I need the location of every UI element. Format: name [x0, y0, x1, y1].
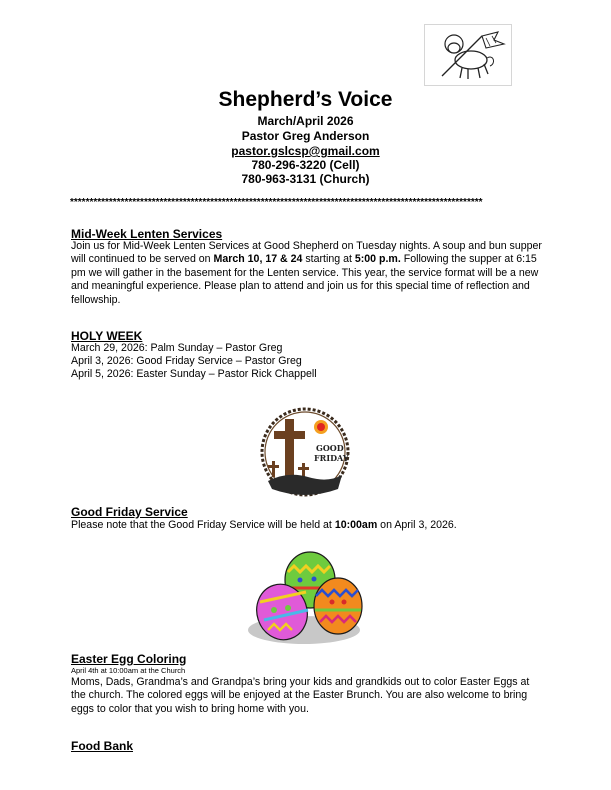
- church-phone: 780-963-3131 (Church): [241, 172, 370, 186]
- good-friday-text-line1: GOOD: [316, 443, 344, 453]
- holy-week-item: March 29, 2026: Palm Sunday – Pastor Greg: [71, 342, 283, 354]
- easter-egg-heading: Easter Egg Coloring: [71, 652, 187, 666]
- cell-phone: 780-296-3220 (Cell): [251, 158, 360, 172]
- pastor-email-link[interactable]: pastor.gslcsp@gmail.com: [231, 144, 380, 158]
- pastor-name: Pastor Greg Anderson: [241, 129, 370, 143]
- lenten-heading: Mid-Week Lenten Services: [71, 227, 223, 241]
- holy-week-heading: HOLY WEEK: [71, 329, 143, 343]
- newsletter-title: Shepherd’s Voice: [218, 88, 393, 111]
- good-friday-paragraph: Please note that the Good Friday Service will be held at 10:00am on April 3, 2026.: [71, 519, 457, 531]
- issue-date: March/April 2026: [257, 114, 354, 128]
- food-bank-heading: Food Bank: [71, 739, 133, 753]
- lenten-paragraph: Join us for Mid-Week Lenten Services at Good Shepherd on Tuesday nights. A soup and bun supper will continued to be served on March 10, 17 & 24 starting at 5:00 p.m. Following the supper at 6:15 pm we will gather in the basement for the Lenten service. This year, the service format will be a new and meaningful experience. Please plan to attend and join us for this special time of reflection and fellowship.: [71, 240, 542, 306]
- holy-week-item: April 3, 2026: Good Friday Service – Pastor Greg: [71, 355, 302, 367]
- good-friday-cross-icon: [258, 405, 352, 499]
- good-friday-heading: Good Friday Service: [71, 505, 188, 519]
- lamb-banner-icon: [424, 24, 512, 86]
- good-friday-text-line2: FRIDAY: [314, 453, 349, 463]
- easter-egg-note: April 4th at 10:00am at the Church: [71, 666, 186, 675]
- easter-egg-paragraph: Moms, Dads, Grandma’s and Grandpa’s bring your kids and grandkids out to color Easter Eggs at the church. The colored eggs will be enjoyed at the Easter Brunch. You are also welcome to bring eggs to color that you wish to bring home with you.: [71, 676, 530, 715]
- section-divider: **********************************************************************************************************: [70, 197, 483, 208]
- holy-week-item: April 5, 2026: Easter Sunday – Pastor Rick Chappell: [71, 368, 317, 380]
- easter-eggs-icon: [244, 548, 370, 650]
